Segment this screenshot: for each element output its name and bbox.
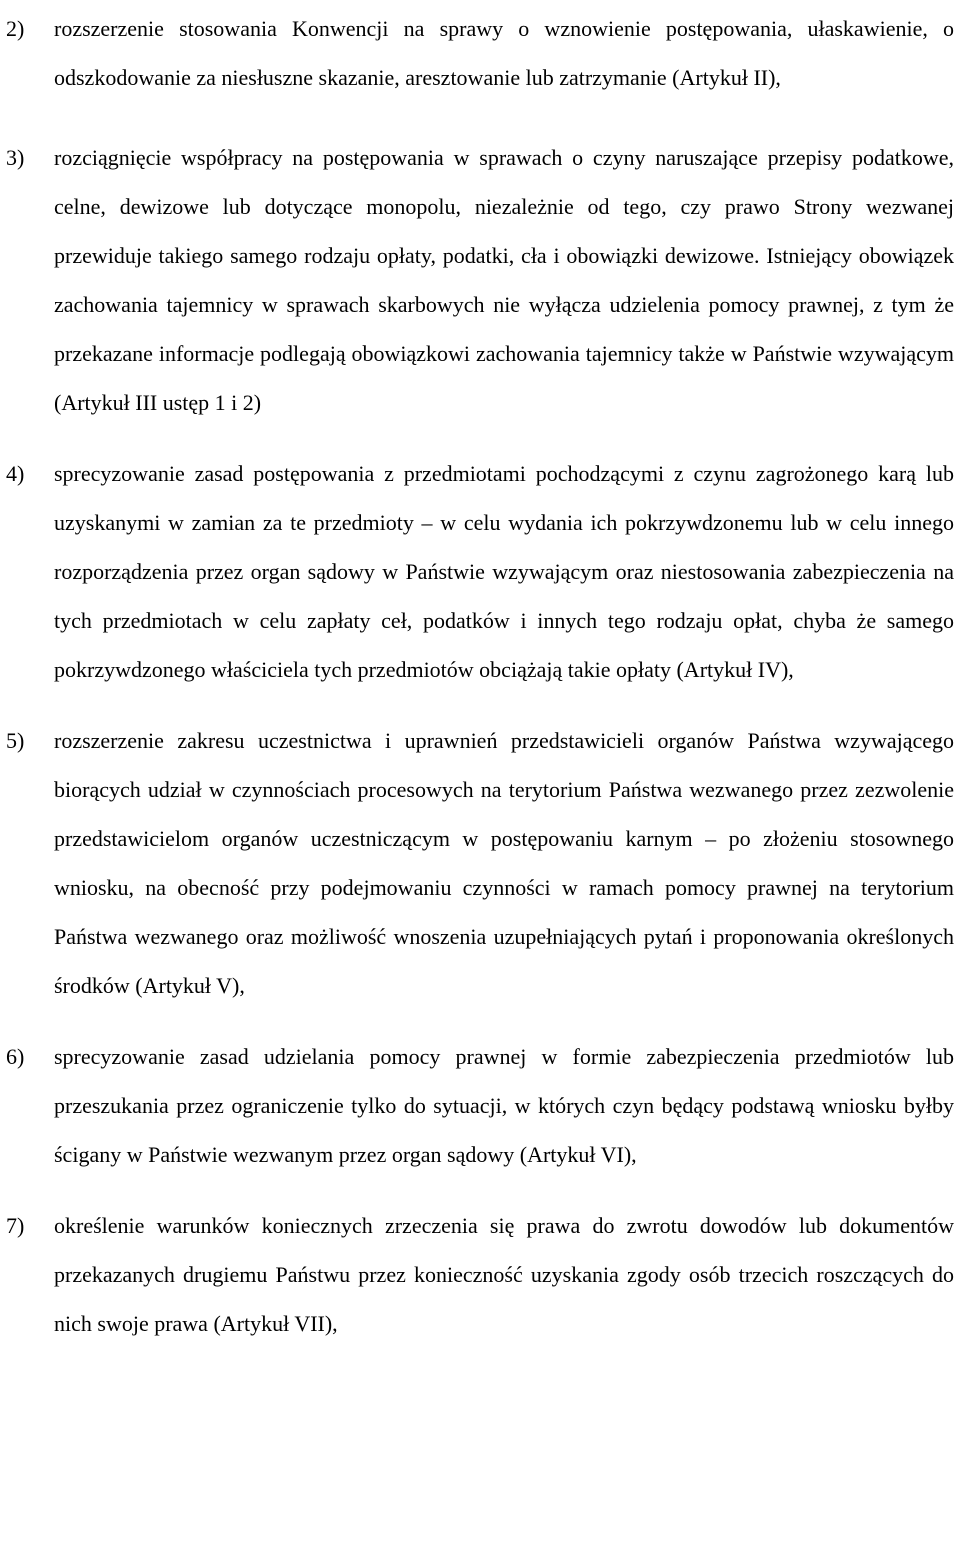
list-item-number: 7) [6, 1213, 25, 1238]
list-item-number: 2) [6, 16, 25, 41]
list-item [0, 716, 960, 1010]
list-item-number: 4) [6, 461, 25, 486]
list-item [0, 1201, 960, 1348]
list-item [0, 4, 960, 102]
list-item-number: 6) [6, 1044, 25, 1069]
list-item [0, 1032, 960, 1179]
list-item-number: 5) [6, 728, 25, 753]
list-item [0, 133, 960, 427]
list-item-text: rozciągnięcie współpracy na postępowania w sprawach o czyny naruszające przepisy podatkowe, celne, dewizowe lub dotyczące monopolu, niezależnie od tego, czy prawo Strony wezwanej przewiduje takiego samego rodzaju opłaty, podatki, cła i obowiązki dewizowe. Istniejący obowiązek zachowania tajemnicy w sprawach skarbowych nie wyłącza udzielenia pomocy prawnej, z tym że przekazane informacje podlegają obowiązkowi zachowania tajemnicy także w Państwie wzywającym (Artykuł III ustęp 1 i 2) [54, 145, 954, 415]
list-item-text: rozszerzenie zakresu uczestnictwa i uprawnień przedstawicieli organów Państwa wzywającego biorących udział w czynnościach procesowych na terytorium Państwa wezwanego przez zezwolenie przedstawicielom organów uczestniczącym w postępowaniu karnym – po złożeniu stosownego wniosku, na obecność przy podejmowaniu czynności w ramach pomocy prawnej na terytorium Państwa wezwanego oraz możliwość wnoszenia uzupełniających pytań i proponowania określonych środków (Artykuł V), [54, 728, 954, 998]
list-item-text: określenie warunków koniecznych zrzeczenia się prawa do zwrotu dowodów lub dokumentów przekazanych drugiemu Państwu przez konieczność uzyskania zgody osób trzecich roszczących do nich swoje prawa (Artykuł VII), [54, 1213, 954, 1336]
list-item-text: sprecyzowanie zasad udzielania pomocy prawnej w formie zabezpieczenia przedmiotów lub przeszukania przez ograniczenie tylko do sytuacji, w których czyn będący podstawą wniosku byłby ścigany w Państwie wezwanym przez organ sądowy (Artykuł VI), [54, 1044, 954, 1167]
list-item [0, 449, 960, 694]
list-item-number: 3) [6, 145, 25, 170]
list-item-text: rozszerzenie stosowania Konwencji na sprawy o wznowienie postępowania, ułaskawienie, o odszkodowanie za niesłuszne skazanie, aresztowanie lub zatrzymanie (Artykuł II), [54, 16, 954, 90]
list-item-text: sprecyzowanie zasad postępowania z przedmiotami pochodzącymi z czynu zagrożonego karą lub uzyskanymi w zamian za te przedmioty – w celu wydania ich pokrzywdzonemu lub w celu innego rozporządzenia przez organ sądowy w Państwie wzywającym oraz niestosowania zabezpieczenia na tych przedmiotach w celu zapłaty ceł, podatków i innych tego rodzaju opłat, chyba że samego pokrzywdzonego właściciela tych przedmiotów obciążają takie opłaty (Artykuł IV), [54, 461, 954, 682]
